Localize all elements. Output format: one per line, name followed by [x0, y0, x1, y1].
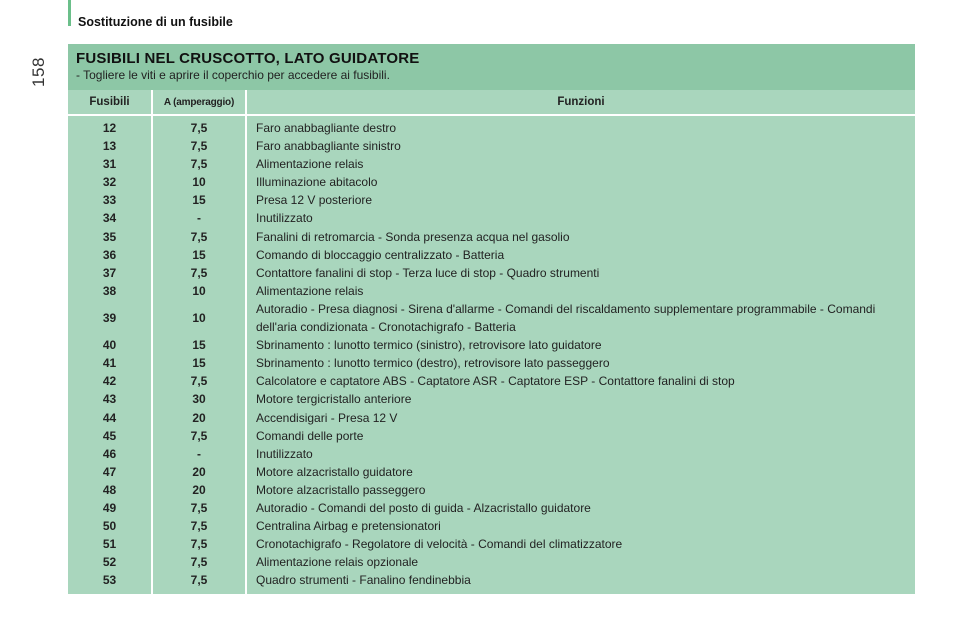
fuse-number: 36	[102, 248, 117, 262]
section-title: Sostituzione di un fusibile	[78, 15, 233, 29]
fuse-amperage: 15	[192, 248, 206, 262]
fuse-amperage: 7,5	[190, 374, 208, 388]
table-row	[68, 209, 915, 227]
fuse-function: Autoradio - Comandi del posto di guida - Alzacristallo guidatore	[256, 501, 591, 515]
fuse-number: 48	[102, 483, 117, 497]
table-row	[68, 535, 915, 553]
fuse-amperage: 15	[192, 338, 206, 352]
fuse-amperage: 15	[192, 356, 206, 370]
fuse-number: 47	[102, 465, 117, 479]
fuse-number: 37	[102, 266, 117, 280]
fuse-amperage: 7,5	[190, 266, 208, 280]
fuse-number: 44	[102, 411, 117, 425]
fuse-table-panel	[68, 44, 915, 594]
fuse-number: 43	[102, 392, 117, 406]
fuse-amperage: -	[197, 211, 201, 225]
fuse-function: Inutilizzato	[256, 211, 313, 225]
fuse-amperage: 20	[192, 411, 206, 425]
fuse-function: Comando di bloccaggio centralizzato - Batteria	[256, 248, 505, 262]
fuse-amperage: 20	[192, 483, 206, 497]
table-row	[68, 463, 915, 481]
table-row	[68, 409, 915, 427]
fuse-amperage: 7,5	[190, 573, 208, 587]
panel-title: FUSIBILI NEL CRUSCOTTO, LATO GUIDATORE	[76, 50, 420, 67]
page-number: 158	[28, 57, 48, 87]
fuse-function: Comandi delle porte	[256, 429, 364, 443]
table-row	[68, 517, 915, 535]
fuse-amperage: 10	[192, 311, 206, 325]
fuse-function: Sbrinamento : lunotto termico (sinistro), retrovisore lato guidatore	[256, 338, 602, 352]
column-header-functions: Funzioni	[247, 90, 915, 114]
fuse-function: Alimentazione relais	[256, 157, 364, 171]
section-accent-bar	[68, 0, 71, 26]
fuse-amperage: 30	[192, 392, 206, 406]
fuse-amperage: 20	[192, 465, 206, 479]
fuse-number: 35	[102, 230, 117, 244]
fuse-function: Motore alzacristallo guidatore	[256, 465, 413, 479]
fuse-number: 53	[102, 573, 117, 587]
fuse-function: Motore alzacristallo passeggero	[256, 483, 426, 497]
table-row	[68, 445, 915, 463]
fuse-amperage: 10	[192, 175, 206, 189]
fuse-number: 13	[102, 139, 117, 153]
table-row	[68, 553, 915, 571]
fuse-number: 51	[102, 537, 117, 551]
fuse-amperage: 7,5	[190, 519, 208, 533]
fuse-amperage: 7,5	[190, 157, 208, 171]
table-row	[68, 264, 915, 282]
table-row	[68, 300, 915, 336]
panel-subtitle: - Togliere le viti e aprire il coperchio per accedere ai fusibili.	[76, 68, 390, 82]
fuse-number: 34	[102, 211, 117, 225]
fuse-function: Faro anabbagliante destro	[256, 121, 397, 135]
fuse-function: Faro anabbagliante sinistro	[256, 139, 401, 153]
fuse-function: Motore tergicristallo anteriore	[256, 392, 412, 406]
fuse-function: Inutilizzato	[256, 447, 313, 461]
fuse-number: 45	[102, 429, 117, 443]
table-row	[68, 173, 915, 191]
fuse-number: 40	[102, 338, 117, 352]
fuse-function: Alimentazione relais	[256, 284, 364, 298]
fuse-number: 50	[102, 519, 117, 533]
fuse-number: 33	[102, 193, 117, 207]
fuse-function: Alimentazione relais opzionale	[256, 555, 419, 569]
fuse-number: 38	[102, 284, 117, 298]
fuse-number: 12	[102, 121, 117, 135]
table-row	[68, 137, 915, 155]
fuse-function: Accendisigari - Presa 12 V	[256, 411, 398, 425]
table-row	[68, 481, 915, 499]
fuse-number: 49	[102, 501, 117, 515]
fuse-number: 32	[102, 175, 117, 189]
fuse-function: Cronotachigrafo - Regolatore di velocità - Comandi del climatizzatore	[256, 537, 623, 551]
fuse-function: Presa 12 V posteriore	[256, 193, 373, 207]
fuse-amperage: 7,5	[190, 230, 208, 244]
table-row	[68, 390, 915, 408]
fuse-number: 52	[102, 555, 117, 569]
fuse-amperage: 15	[192, 193, 206, 207]
fuse-amperage: 7,5	[190, 555, 208, 569]
fuse-function: Contattore fanalini di stop - Terza luce di stop - Quadro strumenti	[256, 266, 600, 280]
table-row	[68, 155, 915, 173]
fuse-function: Autoradio - Presa diagnosi - Sirena d'allarme - Comandi del riscaldamento supplementare programmabile - Comandi dell'aria condizionata - Cronotachigrafo - Batteria	[256, 302, 876, 334]
fuse-function: Illuminazione abitacolo	[256, 175, 378, 189]
fuse-function: Centralina Airbag e pretensionatori	[256, 519, 441, 533]
header-divider	[68, 114, 915, 116]
fuse-number: 41	[102, 356, 117, 370]
table-row	[68, 499, 915, 517]
fuse-amperage: 7,5	[190, 121, 208, 135]
fuse-amperage: 10	[192, 284, 206, 298]
fuse-function: Sbrinamento : lunotto termico (destro), retrovisore lato passeggero	[256, 356, 610, 370]
fuse-amperage: 7,5	[190, 429, 208, 443]
table-row	[68, 246, 915, 264]
fuse-amperage: 7,5	[190, 537, 208, 551]
table-row	[68, 427, 915, 445]
panel-header	[68, 44, 915, 90]
fuse-amperage: -	[197, 447, 201, 461]
fuse-function: Calcolatore e captatore ABS - Captatore ASR - Captatore ESP - Contattore fanalini di stop	[256, 374, 735, 388]
fuse-number: 46	[102, 447, 117, 461]
fuse-function: Fanalini di retromarcia - Sonda presenza acqua nel gasolio	[256, 230, 570, 244]
fuse-amperage: 7,5	[190, 139, 208, 153]
table-row	[68, 354, 915, 372]
table-row	[68, 228, 915, 246]
table-row	[68, 571, 915, 589]
table-row	[68, 336, 915, 354]
table-row	[68, 282, 915, 300]
fuse-function: Quadro strumenti - Fanalino fendinebbia	[256, 573, 471, 587]
column-header-amperage: A (amperaggio)	[153, 90, 245, 114]
fuse-amperage: 7,5	[190, 501, 208, 515]
fuse-number: 42	[102, 374, 117, 388]
table-row	[68, 372, 915, 390]
table-row	[68, 119, 915, 137]
column-header-fuse: Fusibili	[68, 90, 151, 114]
fuse-number: 31	[102, 157, 117, 171]
fuse-number: 39	[102, 311, 117, 325]
table-row	[68, 191, 915, 209]
